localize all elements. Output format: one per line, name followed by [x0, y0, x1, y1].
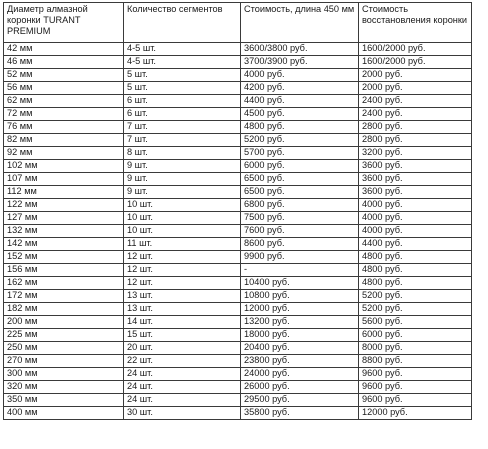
cell-segments: 10 шт.	[124, 212, 241, 225]
cell-price: 29500 руб.	[241, 394, 359, 407]
cell-segments: 5 шт.	[124, 82, 241, 95]
cell-price: 6500 руб.	[241, 186, 359, 199]
cell-diameter: 122 мм	[4, 199, 124, 212]
table-row	[4, 82, 472, 95]
cell-diameter: 142 мм	[4, 238, 124, 251]
cell-price: 24000 руб.	[241, 368, 359, 381]
cell-segments: 24 шт.	[124, 381, 241, 394]
cell-restoration-price: 2400 руб.	[359, 108, 472, 121]
cell-segments: 8 шт.	[124, 147, 241, 160]
table-row	[4, 368, 472, 381]
price-table	[3, 2, 472, 420]
cell-restoration-price: 9600 руб.	[359, 381, 472, 394]
table-row	[4, 186, 472, 199]
cell-segments: 15 шт.	[124, 329, 241, 342]
cell-price: 4400 руб.	[241, 95, 359, 108]
cell-diameter: 72 мм	[4, 108, 124, 121]
cell-segments: 9 шт.	[124, 186, 241, 199]
cell-segments: 10 шт.	[124, 199, 241, 212]
cell-price: 20400 руб.	[241, 342, 359, 355]
cell-price: 4200 руб.	[241, 82, 359, 95]
cell-price: 8600 руб.	[241, 238, 359, 251]
cell-segments: 5 шт.	[124, 69, 241, 82]
cell-segments: 6 шт.	[124, 108, 241, 121]
cell-diameter: 52 мм	[4, 69, 124, 82]
cell-diameter: 172 мм	[4, 290, 124, 303]
cell-price: 6000 руб.	[241, 160, 359, 173]
table-row	[4, 290, 472, 303]
table-row	[4, 43, 472, 56]
cell-restoration-price: 4800 руб.	[359, 277, 472, 290]
cell-diameter: 300 мм	[4, 368, 124, 381]
cell-segments: 4-5 шт.	[124, 56, 241, 69]
cell-diameter: 46 мм	[4, 56, 124, 69]
cell-restoration-price: 4800 руб.	[359, 264, 472, 277]
cell-restoration-price: 2000 руб.	[359, 69, 472, 82]
cell-restoration-price: 3600 руб.	[359, 160, 472, 173]
cell-segments: 9 шт.	[124, 173, 241, 186]
cell-restoration-price: 2800 руб.	[359, 134, 472, 147]
cell-restoration-price: 4400 руб.	[359, 238, 472, 251]
cell-price: 18000 руб.	[241, 329, 359, 342]
cell-restoration-price: 9600 руб.	[359, 394, 472, 407]
cell-segments: 24 шт.	[124, 394, 241, 407]
header-segments: Количество сегментов	[124, 3, 241, 43]
cell-diameter: 112 мм	[4, 186, 124, 199]
cell-price: 26000 руб.	[241, 381, 359, 394]
cell-restoration-price: 4000 руб.	[359, 225, 472, 238]
cell-diameter: 152 мм	[4, 251, 124, 264]
cell-restoration-price: 3200 руб.	[359, 147, 472, 160]
cell-diameter: 250 мм	[4, 342, 124, 355]
cell-segments: 20 шт.	[124, 342, 241, 355]
cell-price: 3600/3800 руб.	[241, 43, 359, 56]
table-body	[4, 3, 472, 420]
cell-restoration-price: 5600 руб.	[359, 316, 472, 329]
cell-price: 12000 руб.	[241, 303, 359, 316]
cell-segments: 4-5 шт.	[124, 43, 241, 56]
cell-diameter: 62 мм	[4, 95, 124, 108]
table-row	[4, 199, 472, 212]
cell-diameter: 270 мм	[4, 355, 124, 368]
table-row	[4, 264, 472, 277]
header-price: Стоимость, длина 450 мм	[241, 3, 359, 43]
cell-segments: 13 шт.	[124, 290, 241, 303]
cell-restoration-price: 4000 руб.	[359, 212, 472, 225]
cell-restoration-price: 4800 руб.	[359, 251, 472, 264]
table-row	[4, 394, 472, 407]
cell-price: 5200 руб.	[241, 134, 359, 147]
cell-price: 7600 руб.	[241, 225, 359, 238]
cell-restoration-price: 5200 руб.	[359, 290, 472, 303]
table-row	[4, 160, 472, 173]
header-row	[4, 3, 472, 43]
cell-segments: 9 шт.	[124, 160, 241, 173]
table-row	[4, 95, 472, 108]
table-row	[4, 238, 472, 251]
table-row	[4, 173, 472, 186]
table-row	[4, 69, 472, 82]
cell-diameter: 162 мм	[4, 277, 124, 290]
cell-price: 13200 руб.	[241, 316, 359, 329]
cell-price: 4800 руб.	[241, 121, 359, 134]
cell-restoration-price: 2400 руб.	[359, 95, 472, 108]
table-row	[4, 147, 472, 160]
cell-segments: 7 шт.	[124, 134, 241, 147]
cell-price: 7500 руб.	[241, 212, 359, 225]
cell-price: 10800 руб.	[241, 290, 359, 303]
cell-restoration-price: 12000 руб.	[359, 407, 472, 420]
table-row	[4, 355, 472, 368]
cell-segments: 12 шт.	[124, 264, 241, 277]
table-row	[4, 342, 472, 355]
cell-diameter: 400 мм	[4, 407, 124, 420]
cell-price: 5700 руб.	[241, 147, 359, 160]
cell-segments: 22 шт.	[124, 355, 241, 368]
cell-diameter: 42 мм	[4, 43, 124, 56]
cell-restoration-price: 8800 руб.	[359, 355, 472, 368]
cell-price: 35800 руб.	[241, 407, 359, 420]
table-row	[4, 251, 472, 264]
cell-diameter: 92 мм	[4, 147, 124, 160]
cell-diameter: 350 мм	[4, 394, 124, 407]
cell-price: 6500 руб.	[241, 173, 359, 186]
cell-diameter: 182 мм	[4, 303, 124, 316]
cell-segments: 11 шт.	[124, 238, 241, 251]
cell-diameter: 156 мм	[4, 264, 124, 277]
cell-diameter: 225 мм	[4, 329, 124, 342]
cell-diameter: 320 мм	[4, 381, 124, 394]
header-diameter: Диаметр алмазной коронки TURANT PREMIUM	[4, 3, 124, 43]
table-row	[4, 134, 472, 147]
cell-price: 3700/3900 руб.	[241, 56, 359, 69]
table-row	[4, 303, 472, 316]
table-row	[4, 225, 472, 238]
cell-price: -	[241, 264, 359, 277]
cell-segments: 6 шт.	[124, 95, 241, 108]
cell-restoration-price: 1600/2000 руб.	[359, 43, 472, 56]
cell-price: 4500 руб.	[241, 108, 359, 121]
cell-price: 4000 руб.	[241, 69, 359, 82]
table-row	[4, 121, 472, 134]
table-row	[4, 108, 472, 121]
cell-segments: 12 шт.	[124, 277, 241, 290]
cell-segments: 30 шт.	[124, 407, 241, 420]
cell-segments: 24 шт.	[124, 368, 241, 381]
table-row	[4, 56, 472, 69]
cell-diameter: 127 мм	[4, 212, 124, 225]
cell-diameter: 132 мм	[4, 225, 124, 238]
cell-diameter: 56 мм	[4, 82, 124, 95]
cell-price: 23800 руб.	[241, 355, 359, 368]
cell-restoration-price: 5200 руб.	[359, 303, 472, 316]
table-row	[4, 316, 472, 329]
cell-restoration-price: 4000 руб.	[359, 199, 472, 212]
cell-diameter: 102 мм	[4, 160, 124, 173]
cell-segments: 7 шт.	[124, 121, 241, 134]
cell-restoration-price: 2800 руб.	[359, 121, 472, 134]
cell-segments: 14 шт.	[124, 316, 241, 329]
cell-diameter: 200 мм	[4, 316, 124, 329]
table-row	[4, 329, 472, 342]
cell-diameter: 76 мм	[4, 121, 124, 134]
table-row	[4, 407, 472, 420]
cell-diameter: 82 мм	[4, 134, 124, 147]
cell-restoration-price: 6000 руб.	[359, 329, 472, 342]
cell-price: 6800 руб.	[241, 199, 359, 212]
cell-restoration-price: 3600 руб.	[359, 186, 472, 199]
cell-price: 9900 руб.	[241, 251, 359, 264]
cell-restoration-price: 1600/2000 руб.	[359, 56, 472, 69]
cell-price: 10400 руб.	[241, 277, 359, 290]
cell-restoration-price: 2000 руб.	[359, 82, 472, 95]
cell-diameter: 107 мм	[4, 173, 124, 186]
cell-segments: 10 шт.	[124, 225, 241, 238]
table-row	[4, 212, 472, 225]
cell-segments: 12 шт.	[124, 251, 241, 264]
cell-restoration-price: 3600 руб.	[359, 173, 472, 186]
cell-segments: 13 шт.	[124, 303, 241, 316]
cell-restoration-price: 9600 руб.	[359, 368, 472, 381]
cell-restoration-price: 8000 руб.	[359, 342, 472, 355]
table-row	[4, 277, 472, 290]
table-row	[4, 381, 472, 394]
header-restoration-price: Стоимость восстановления коронки	[359, 3, 472, 43]
